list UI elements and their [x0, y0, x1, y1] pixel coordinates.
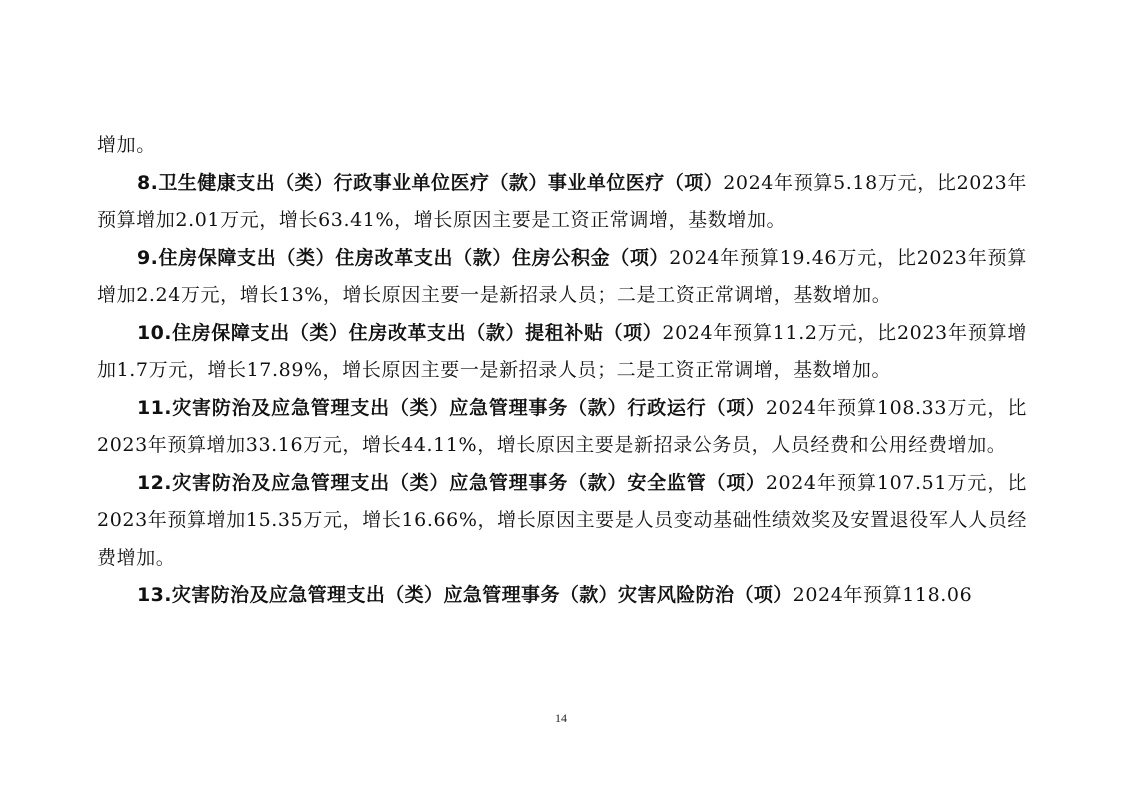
continuation-paragraph: 增加。 — [97, 134, 156, 156]
paragraph-heading: 9.住房保障支出（类）住房改革支出（款）住房公积金（项） — [137, 246, 670, 269]
paragraph-body: 2024年预算5.18万元，比2023年预算增加2.01万元，增长63.41%，增长原因主要是工资正常调增，基数增加。 — [97, 171, 1028, 231]
paragraph-body: 2024年预算19.46万元，比2023年预算增加2.24万元，增长13%，增长原因主要一是新招录人员；二是工资正常调增，基数增加。 — [97, 246, 1027, 306]
paragraph-heading: 10.住房保障支出（类）住房改革支出（款）提租补贴（项） — [137, 321, 663, 344]
paragraph-item-9 — [97, 240, 1027, 315]
paragraph-item-8 — [97, 165, 1027, 240]
document-body — [97, 127, 1027, 615]
paragraph-body: 2024年预算108.33万元，比2023年预算增加33.16万元，增长44.11%，增长原因主要是新招录公务员，人员经费和公用经费增加。 — [97, 396, 1027, 456]
paragraph-item-11 — [97, 390, 1027, 465]
paragraph-heading: 11.灾害防治及应急管理支出（类）应急管理事务（款）行政运行（项） — [137, 396, 766, 419]
paragraph-body: 2024年预算11.2万元，比2023年预算增加1.7万元，增长17.89%，增长原因主要一是新招录人员；二是工资正常调增，基数增加。 — [97, 321, 1027, 381]
page-number: 14 — [555, 711, 567, 725]
paragraph-item-12 — [97, 465, 1027, 578]
paragraph-heading: 12.灾害防治及应急管理支出（类）应急管理事务（款）安全监管（项） — [137, 471, 766, 494]
paragraph-body: 2024年预算107.51万元，比2023年预算增加15.35万元，增长16.66%，增长原因主要是人员变动基础性绩效奖及安置退役军人人员经费增加。 — [97, 471, 1027, 569]
paragraph-item-10 — [97, 315, 1027, 390]
paragraph-body: 2024年预算118.06 — [792, 584, 973, 606]
paragraph-heading: 8.卫生健康支出（类）行政事业单位医疗（款）事业单位医疗（项） — [137, 171, 724, 194]
paragraph-item-13 — [97, 577, 1027, 615]
paragraph-heading: 13.灾害防治及应急管理支出（类）应急管理事务（款）灾害风险防治（项） — [137, 584, 793, 606]
